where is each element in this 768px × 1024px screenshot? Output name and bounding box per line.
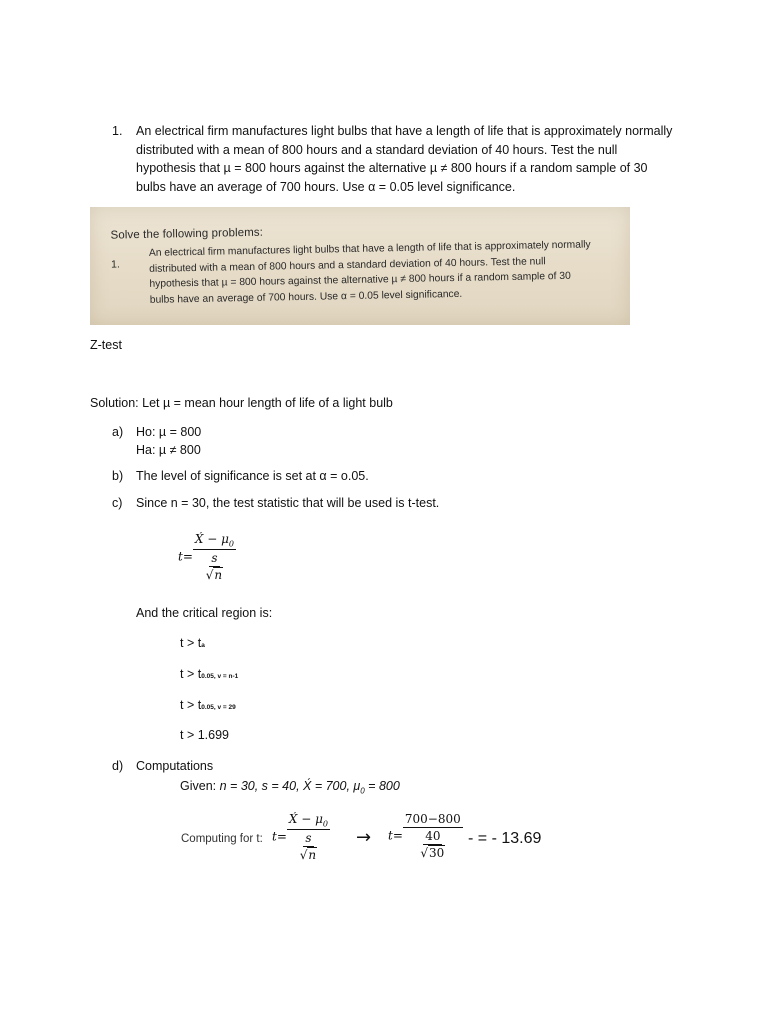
alternative-hypothesis: Ha: µ ≠ 800 <box>136 443 201 457</box>
scan-problem-text <box>149 237 592 307</box>
formula-den-den: n <box>214 568 223 583</box>
arrow-right-icon: → <box>356 827 372 848</box>
scan-line: distributed with a mean of 800 hours and a standard deviation of 40 hours. Test the null <box>149 255 546 275</box>
computations-title: Computations <box>136 759 214 773</box>
t-statistic-formula <box>178 532 236 582</box>
test-type-label: Z-test <box>90 338 122 352</box>
significance-level-text: The level of significance is set at α = o.05. <box>136 469 369 483</box>
critical-region-value: t > 1.699 <box>180 728 229 742</box>
formula-lhs: t= <box>178 549 193 564</box>
null-hypothesis: Ho: µ = 800 <box>136 425 202 439</box>
scan-line: bulbs have an average of 700 hours. Use α = 0.05 level significance. <box>149 288 463 306</box>
scan-line: hypothesis that µ = 800 hours against the alternative µ ≠ 800 hours if a random sample of 30 <box>149 270 571 290</box>
scan-line: An electrical firm manufactures light bulbs that have a length of life that is approximately normally <box>148 239 591 259</box>
step-b-label: b) <box>112 469 124 483</box>
critical-region-line: t > t0.05, v = n-1 <box>180 667 239 681</box>
scan-heading: Solve the following problems: <box>110 226 264 242</box>
question-text: An electrical firm manufactures light bulbs that have a length of life that is approximately normally distributed with a mean of 800 hours and a standard deviation of 40 hours. Test the null hypothesis that µ = 800 hours against the alternative µ ≠ 800 hours if a random sample of 30 bulbs have an average of 700 hours. Use α = 0.05 level significance. <box>136 124 673 194</box>
step-c-label: c) <box>112 496 123 510</box>
sqrt-symbol: √n <box>299 848 317 863</box>
given-values: Given: n = 30, s = 40, X́ = 700, $\mu_0 = 800$ <box>180 779 400 796</box>
sqrt-symbol: √n <box>205 568 223 583</box>
step-a-label: a) <box>112 425 124 439</box>
t-result: - = - 13.69 <box>468 830 542 847</box>
question-number: 1. <box>112 124 123 138</box>
scan-problem-number: 1. <box>110 258 120 271</box>
test-statistic-text: Since n = 30, the test statistic that will be used is t-test. <box>136 496 440 510</box>
formula-numerator: X́ − μ <box>194 532 229 546</box>
computing-label: Computing for t: <box>181 833 263 845</box>
formula-numerator-sub: 0 <box>228 539 235 549</box>
step-d-label: d) <box>112 759 124 773</box>
solution-intro: Solution: Let µ = mean hour length of life of a light bulb <box>90 396 393 410</box>
critical-region-line: t > ta <box>180 636 205 650</box>
scanned-problem-image <box>90 207 630 325</box>
critical-region-intro: And the critical region is: <box>136 606 273 620</box>
critical-region-line: t > t0.05, v = 29 <box>180 698 236 712</box>
sqrt-symbol: √30 <box>420 846 445 860</box>
t-formula-general: t= $\frac{X́ - \mu_0}{\frac{s}{√n}}$ <box>272 812 329 863</box>
formula-den-num: s <box>211 551 218 566</box>
t-formula-substituted: t= $\frac{700-800}{\frac{40}{√30}}$ <box>388 812 461 860</box>
